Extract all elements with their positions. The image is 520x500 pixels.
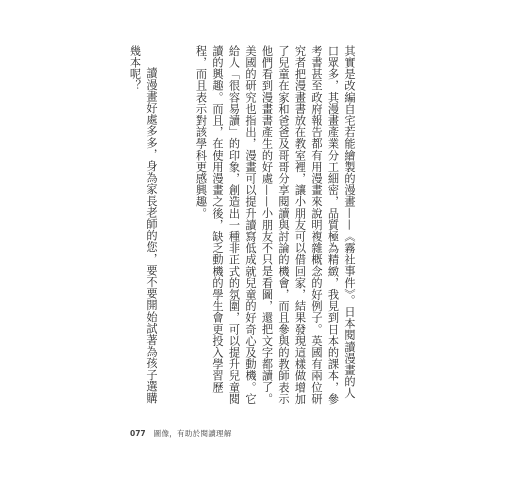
page-footer bbox=[130, 428, 232, 439]
running-section-title: 圖像，有助於閱讀理解 bbox=[153, 429, 232, 438]
body-paragraph-1: 其實是改編自宅若能繪製的漫畫——《霧社事件》。日本閱讀漫畫的人口眾多，其漫畫產業分工細密，品質極為精緻，我見到日本的課本，參考書甚至政府報告都有用漫畫來說明複雜概念的好例子。英國有兩位研究者把漫畫書放在教室裡，讓小朋友可以借回家，結果發現這樣做增加了兒童在家和爸爸及哥哥分享閱讀與討論的機會，而且參與的教師表示他們看到漫畫書產生的好處——小朋友不只是看圖，還把文字都讀了。美國的研究也指出，漫畫可以提升讀寫低成就兒童的好奇心及動機。它給人「很容易讀」的印象，創造出一種非正式的氛圍，可以提升兒童閱讀的興趣。而且，在使用漫畫之後，缺乏動機的學生會更投入學習歷程，而且表示對該學科更感興趣。 bbox=[194, 45, 356, 405]
body-text bbox=[93, 45, 390, 410]
page-number: 077 bbox=[130, 429, 146, 438]
body-paragraph-2: 讀漫畫好處多多，身為家長老師的您，要不要開始試著為孩子選購幾本呢？ bbox=[128, 45, 158, 404]
